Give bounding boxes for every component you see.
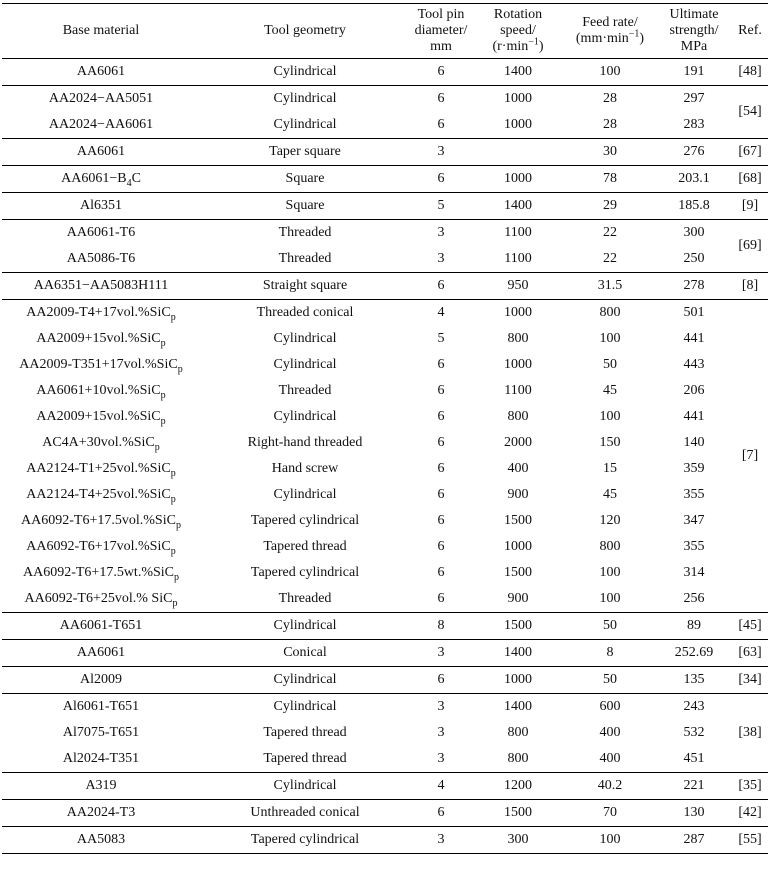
table-row — [2, 273, 768, 300]
cell-ref: [9] — [732, 193, 768, 220]
table-body — [2, 59, 768, 854]
table-row — [2, 430, 768, 456]
cell-ultimate-strength: 130 — [656, 800, 732, 827]
cell-ref: [67] — [732, 139, 768, 166]
cell-tool-geometry: Threaded — [278, 251, 332, 266]
cell-ultimate-strength: 250 — [683, 251, 705, 266]
cell-ultimate-strength: 347 — [683, 513, 705, 528]
cell-tool-pin-diameter: 6 — [410, 667, 472, 694]
material-text: AA5086-T6 — [66, 251, 136, 266]
cell-tool-pin-diameter: 3 — [410, 827, 472, 854]
cell-ultimate-strength: 441 — [683, 331, 705, 346]
cell-feed-rate: 120 — [599, 513, 621, 528]
cell-rotation-speed — [472, 139, 564, 166]
cell-tool-geometry: Tapered thread — [263, 725, 347, 740]
material-subscript: p — [177, 363, 183, 375]
cell-ultimate-strength: 287 — [656, 827, 732, 854]
cell-tool-geometry: Cylindrical — [200, 773, 410, 800]
table-row — [2, 773, 768, 800]
material-text: AA6351−AA5083H111 — [33, 278, 169, 293]
cell-tool-geometry: Right-hand threaded — [247, 435, 363, 450]
table-row — [2, 112, 768, 139]
cell-base-material — [2, 166, 200, 193]
cell-base-material — [2, 482, 200, 508]
table-row — [2, 613, 768, 640]
cell-tool-pin-diameter: 3 — [437, 751, 445, 766]
header-base-material — [2, 4, 200, 59]
table-row — [2, 326, 768, 352]
cell-tool-geometry: Threaded — [278, 591, 332, 606]
cell-feed-rate: 40.2 — [564, 773, 656, 800]
cell-ref: [35] — [732, 773, 768, 800]
cell-feed-rate: 28 — [564, 86, 656, 113]
material-text: AA6061-T651 — [59, 618, 143, 633]
header-pin-line1: Tool pin — [417, 7, 465, 22]
header-feed-line1: Feed rate/ — [582, 15, 638, 30]
cell-ultimate-strength: 278 — [656, 273, 732, 300]
cell-rotation-speed: 800 — [507, 331, 529, 346]
cell-tool-geometry: Hand screw — [271, 461, 339, 476]
cell-ref: [54] — [732, 86, 768, 139]
cell-base-material — [2, 746, 200, 773]
cell-feed-rate: 15 — [603, 461, 617, 476]
table-row — [2, 378, 768, 404]
cell-tool-geometry: Conical — [200, 640, 410, 667]
cell-tool-geometry: Cylindrical — [200, 86, 410, 113]
cell-tool-geometry: Straight square — [200, 273, 410, 300]
cell-ultimate-strength: 297 — [656, 86, 732, 113]
cell-feed-rate: 100 — [564, 827, 656, 854]
cell-feed-rate: 22 — [603, 251, 617, 266]
cell-feed-rate: 100 — [599, 331, 621, 346]
cell-feed-rate: 31.5 — [564, 273, 656, 300]
cell-tool-pin-diameter: 6 — [437, 435, 445, 450]
material-subscript: p — [170, 311, 176, 323]
cell-feed-rate: 400 — [599, 751, 621, 766]
header-pin-line3: mm — [430, 39, 452, 54]
table-row — [2, 404, 768, 430]
cell-ultimate-strength: 135 — [656, 667, 732, 694]
cell-feed-rate: 800 — [599, 539, 621, 554]
cell-ultimate-strength: 256 — [683, 591, 705, 606]
cell-rotation-speed: 1400 — [504, 64, 532, 79]
cell-base-material — [2, 112, 200, 139]
cell-base-material — [2, 456, 200, 482]
cell-rotation-speed: 1500 — [504, 565, 532, 580]
cell-ultimate-strength: 243 — [656, 694, 732, 721]
table-row — [2, 193, 768, 220]
cell-feed-rate: 22 — [564, 220, 656, 247]
table-row — [2, 667, 768, 694]
material-text: Al6061-T651 — [62, 699, 140, 714]
cell-rotation-speed: 800 — [507, 751, 529, 766]
cell-feed-rate: 45 — [603, 487, 617, 502]
cell-feed-rate: 100 — [599, 565, 621, 580]
cell-base-material — [2, 694, 200, 721]
cell-tool-pin-diameter: 6 — [437, 487, 445, 502]
cell-base-material — [2, 827, 200, 854]
material-text: AA2009-T351+17vol.%SiC — [19, 357, 178, 372]
cell-tool-pin-diameter: 6 — [437, 565, 445, 580]
material-text: AA2009+15vol.%SiC — [36, 409, 161, 424]
cell-tool-pin-diameter: 3 — [410, 220, 472, 247]
cell-rotation-speed: 950 — [472, 273, 564, 300]
cell-rotation-speed: 900 — [507, 591, 529, 606]
cell-base-material — [2, 193, 200, 220]
table-row — [2, 694, 768, 721]
material-text: AA6061-T6 — [66, 225, 136, 240]
material-text: AA2024-T3 — [66, 805, 136, 820]
cell-rotation-speed: 800 — [507, 409, 529, 424]
cell-feed-rate: 100 — [599, 591, 621, 606]
header-base-material-label: Base material — [62, 23, 140, 38]
cell-tool-pin-diameter: 6 — [410, 273, 472, 300]
table-row — [2, 720, 768, 746]
cell-base-material — [2, 404, 200, 430]
header-ultimate-strength — [656, 4, 732, 59]
cell-feed-rate: 50 — [603, 357, 617, 372]
cell-ref: [42] — [732, 800, 768, 827]
header-rot-sup: −1 — [528, 36, 539, 48]
cell-rotation-speed: 1400 — [472, 694, 564, 721]
material-text: AA6061 — [76, 64, 126, 79]
cell-feed-rate: 29 — [564, 193, 656, 220]
cell-tool-pin-diameter: 6 — [410, 800, 472, 827]
cell-ultimate-strength: 355 — [683, 539, 705, 554]
cell-ultimate-strength: 300 — [656, 220, 732, 247]
cell-base-material — [2, 378, 200, 404]
table-row — [2, 456, 768, 482]
cell-base-material — [2, 773, 200, 800]
cell-ultimate-strength: 443 — [683, 357, 705, 372]
cell-ref: [45] — [732, 613, 768, 640]
header-feed-line2a: (mm·min — [575, 31, 629, 46]
cell-tool-geometry: Cylindrical — [273, 117, 337, 132]
cell-tool-pin-diameter: 5 — [410, 193, 472, 220]
cell-tool-pin-diameter: 3 — [410, 139, 472, 166]
cell-tool-pin-diameter: 8 — [410, 613, 472, 640]
cell-rotation-speed: 2000 — [504, 435, 532, 450]
material-subscript: p — [160, 389, 166, 401]
header-feed-sup: −1 — [628, 28, 640, 40]
material-text: AA2009+15vol.%SiC — [36, 331, 161, 346]
cell-ref: [8] — [732, 273, 768, 300]
cell-rotation-speed: 300 — [472, 827, 564, 854]
cell-ultimate-strength: 451 — [683, 751, 705, 766]
header-uts-line2: strength/ — [669, 23, 719, 38]
cell-tool-pin-diameter: 4 — [410, 773, 472, 800]
cell-rotation-speed: 1200 — [472, 773, 564, 800]
cell-tool-geometry: Cylindrical — [273, 64, 337, 79]
cell-rotation-speed: 1500 — [472, 613, 564, 640]
cell-ultimate-strength: 314 — [683, 565, 705, 580]
cell-tool-pin-diameter: 6 — [437, 409, 445, 424]
table-row — [2, 246, 768, 273]
cell-rotation-speed: 1100 — [504, 383, 532, 398]
cell-rotation-speed: 1100 — [472, 220, 564, 247]
material-subscript: p — [174, 571, 179, 583]
cell-tool-geometry: Tapered thread — [263, 751, 347, 766]
cell-tool-geometry: Threaded conical — [200, 300, 410, 327]
cell-rotation-speed: 1000 — [472, 86, 564, 113]
table-row — [2, 586, 768, 613]
material-subscript: p — [170, 545, 176, 557]
table-row — [2, 746, 768, 773]
cell-ref: [48] — [738, 64, 762, 79]
header-row — [2, 4, 768, 59]
cell-rotation-speed: 1500 — [504, 513, 532, 528]
cell-tool-geometry: Cylindrical — [273, 357, 337, 372]
cell-base-material — [2, 560, 200, 586]
cell-ref: [68] — [732, 166, 768, 193]
cell-base-material — [2, 59, 200, 86]
cell-tool-pin-diameter: 3 — [410, 640, 472, 667]
cell-tool-pin-diameter: 6 — [437, 461, 445, 476]
cell-ultimate-strength: 185.8 — [656, 193, 732, 220]
header-rotation-speed — [472, 4, 564, 59]
cell-base-material — [2, 86, 200, 113]
material-text: AA6061 — [76, 645, 126, 660]
cell-tool-pin-diameter: 6 — [437, 383, 445, 398]
material-text: Al2009 — [80, 672, 122, 687]
header-ref — [732, 4, 768, 59]
header-rot-line2: speed/ — [500, 23, 536, 38]
cell-rotation-speed: 1000 — [504, 357, 532, 372]
material-subscript: p — [170, 493, 176, 505]
cell-base-material — [2, 667, 200, 694]
material-text: AA6092-T6+17.5vol.%SiC — [21, 513, 176, 528]
header-tool-geometry — [200, 4, 410, 59]
table-row — [2, 800, 768, 827]
cell-ultimate-strength: 532 — [683, 725, 705, 740]
material-subscript: p — [170, 467, 176, 479]
material-text: AA6061+10vol.%SiC — [36, 383, 161, 398]
cell-tool-geometry: Cylindrical — [273, 409, 337, 424]
cell-tool-pin-diameter: 6 — [437, 513, 445, 528]
material-text: AA6092-T6+17.5wt.%SiC — [22, 565, 174, 580]
material-subscript: p — [175, 519, 181, 531]
header-rot-line3b: ) — [538, 39, 544, 54]
material-text: AA2009-T4+17vol.%SiC — [26, 305, 171, 320]
cell-base-material — [2, 800, 200, 827]
cell-tool-geometry: Taper square — [200, 139, 410, 166]
cell-tool-pin-diameter: 6 — [410, 86, 472, 113]
cell-feed-rate: 30 — [564, 139, 656, 166]
material-subscript: 4 — [126, 177, 132, 189]
table-header — [2, 4, 768, 59]
material-text: AA2024−AA5051 — [48, 91, 154, 106]
cell-tool-geometry: Cylindrical — [200, 667, 410, 694]
cell-rotation-speed: 1000 — [504, 117, 532, 132]
cell-rotation-speed: 1400 — [472, 193, 564, 220]
material-text: AA2024−AA6061 — [48, 117, 154, 132]
cell-tool-pin-diameter: 5 — [437, 331, 445, 346]
material-text: A319 — [85, 778, 117, 793]
cell-tool-geometry: Threaded — [200, 220, 410, 247]
material-text: Al2024-T351 — [62, 751, 140, 766]
table-row — [2, 139, 768, 166]
cell-tool-pin-diameter: 3 — [437, 725, 445, 740]
cell-ultimate-strength: 276 — [656, 139, 732, 166]
cell-rotation-speed: 1500 — [472, 800, 564, 827]
table-row — [2, 59, 768, 86]
cell-tool-geometry: Tapered cylindrical — [250, 513, 360, 528]
cell-ultimate-strength: 441 — [683, 409, 705, 424]
cell-tool-geometry: Tapered cylindrical — [200, 827, 410, 854]
material-text: AA5083 — [76, 832, 126, 847]
cell-rotation-speed: 1400 — [472, 640, 564, 667]
table-row — [2, 508, 768, 534]
cell-tool-geometry: Cylindrical — [200, 613, 410, 640]
cell-tool-pin-diameter: 6 — [437, 539, 445, 554]
cell-rotation-speed: 400 — [507, 461, 529, 476]
cell-rotation-speed: 1100 — [504, 251, 532, 266]
table-row — [2, 827, 768, 854]
material-text: AA6061 — [76, 144, 126, 159]
cell-feed-rate: 8 — [564, 640, 656, 667]
cell-tool-geometry: Tapered cylindrical — [250, 565, 360, 580]
cell-rotation-speed: 800 — [507, 725, 529, 740]
cell-tool-geometry: Cylindrical — [200, 694, 410, 721]
table-row — [2, 560, 768, 586]
cell-rotation-speed: 1000 — [472, 166, 564, 193]
cell-tool-pin-diameter: 3 — [410, 694, 472, 721]
material-text: AA2124-T1+25vol.%SiC — [26, 461, 171, 476]
cell-ultimate-strength: 355 — [683, 487, 705, 502]
cell-tool-pin-diameter: 6 — [437, 117, 445, 132]
cell-ultimate-strength: 359 — [683, 461, 705, 476]
header-feed-line2b: ) — [639, 31, 645, 46]
cell-ultimate-strength: 221 — [656, 773, 732, 800]
material-text: Al7075-T651 — [62, 725, 140, 740]
cell-ref: [38] — [732, 694, 768, 773]
cell-ref: [7] — [732, 300, 768, 613]
cell-tool-pin-diameter: 4 — [410, 300, 472, 327]
header-ref-label: Ref. — [738, 23, 762, 38]
cell-ultimate-strength: 203.1 — [656, 166, 732, 193]
cell-tool-pin-diameter: 6 — [410, 166, 472, 193]
cell-base-material — [2, 430, 200, 456]
table-row — [2, 86, 768, 113]
material-subscript: p — [154, 441, 160, 453]
header-uts-line1: Ultimate — [669, 7, 719, 22]
table-row — [2, 220, 768, 247]
material-text: AA2124-T4+25vol.%SiC — [26, 487, 171, 502]
cell-tool-geometry: Threaded — [278, 383, 332, 398]
table-row — [2, 352, 768, 378]
cell-rotation-speed: 900 — [507, 487, 529, 502]
cell-ultimate-strength: 140 — [683, 435, 705, 450]
header-tool-pin-diameter — [410, 4, 472, 59]
cell-ultimate-strength: 206 — [683, 383, 705, 398]
header-pin-line2: diameter/ — [414, 23, 468, 38]
cell-ultimate-strength: 283 — [683, 117, 705, 132]
cell-base-material — [2, 220, 200, 247]
cell-tool-geometry: Tapered thread — [263, 539, 347, 554]
cell-tool-pin-diameter: 6 — [437, 357, 445, 372]
header-feed-rate — [564, 4, 656, 59]
table-row — [2, 640, 768, 667]
cell-feed-rate: 50 — [564, 613, 656, 640]
cell-base-material — [2, 246, 200, 273]
header-rot-line1: Rotation — [493, 7, 543, 22]
table-row — [2, 300, 768, 327]
header-uts-line3: MPa — [680, 39, 708, 54]
cell-ultimate-strength: 89 — [656, 613, 732, 640]
header-tool-geometry-label: Tool geometry — [264, 23, 346, 38]
cell-feed-rate: 70 — [564, 800, 656, 827]
material-text: AA6092-T6+25vol.% SiC — [24, 591, 173, 606]
cell-base-material — [2, 534, 200, 560]
cell-ref: [55] — [732, 827, 768, 854]
cell-ref: [69] — [732, 220, 768, 273]
cell-tool-geometry: Cylindrical — [273, 331, 337, 346]
cell-feed-rate: 100 — [599, 64, 621, 79]
cell-feed-rate: 600 — [564, 694, 656, 721]
cell-feed-rate: 45 — [603, 383, 617, 398]
cell-feed-rate: 400 — [599, 725, 621, 740]
cell-tool-geometry: Square — [200, 166, 410, 193]
cell-ultimate-strength: 252.69 — [656, 640, 732, 667]
cell-base-material — [2, 586, 200, 613]
cell-base-material — [2, 273, 200, 300]
cell-feed-rate: 78 — [564, 166, 656, 193]
cell-base-material — [2, 508, 200, 534]
data-table — [2, 3, 768, 854]
material-subscript: p — [160, 415, 166, 427]
cell-base-material — [2, 300, 200, 327]
cell-rotation-speed: 1000 — [472, 667, 564, 694]
cell-base-material — [2, 640, 200, 667]
cell-base-material — [2, 720, 200, 746]
material-text: AA6092-T6+17vol.%SiC — [26, 539, 171, 554]
header-rot-line3a: (r·min — [492, 39, 529, 54]
cell-tool-pin-diameter: 6 — [437, 591, 445, 606]
cell-feed-rate: 28 — [603, 117, 617, 132]
cell-ref: [34] — [732, 667, 768, 694]
table-row — [2, 482, 768, 508]
material-text: Al6351 — [80, 198, 122, 213]
table-row — [2, 534, 768, 560]
cell-feed-rate: 150 — [599, 435, 621, 450]
cell-ultimate-strength: 501 — [656, 300, 732, 327]
cell-ultimate-strength: 191 — [683, 64, 705, 79]
cell-feed-rate: 50 — [564, 667, 656, 694]
cell-tool-geometry: Unthreaded conical — [200, 800, 410, 827]
cell-rotation-speed: 1000 — [472, 300, 564, 327]
cell-ref: [63] — [732, 640, 768, 667]
material-text: C — [131, 171, 141, 186]
cell-feed-rate: 800 — [564, 300, 656, 327]
cell-base-material — [2, 139, 200, 166]
material-subscript: p — [172, 597, 178, 609]
material-subscript: p — [160, 337, 166, 349]
table-row — [2, 166, 768, 193]
cell-base-material — [2, 613, 200, 640]
cell-rotation-speed: 1000 — [504, 539, 532, 554]
cell-tool-pin-diameter: 3 — [437, 251, 445, 266]
cell-tool-geometry: Square — [200, 193, 410, 220]
cell-tool-pin-diameter: 6 — [437, 64, 445, 79]
cell-tool-geometry: Cylindrical — [273, 487, 337, 502]
material-text: AA6061−B — [61, 171, 127, 186]
cell-feed-rate: 100 — [599, 409, 621, 424]
material-text: AC4A+30vol.%SiC — [42, 435, 155, 450]
cell-base-material — [2, 326, 200, 352]
cell-base-material — [2, 352, 200, 378]
